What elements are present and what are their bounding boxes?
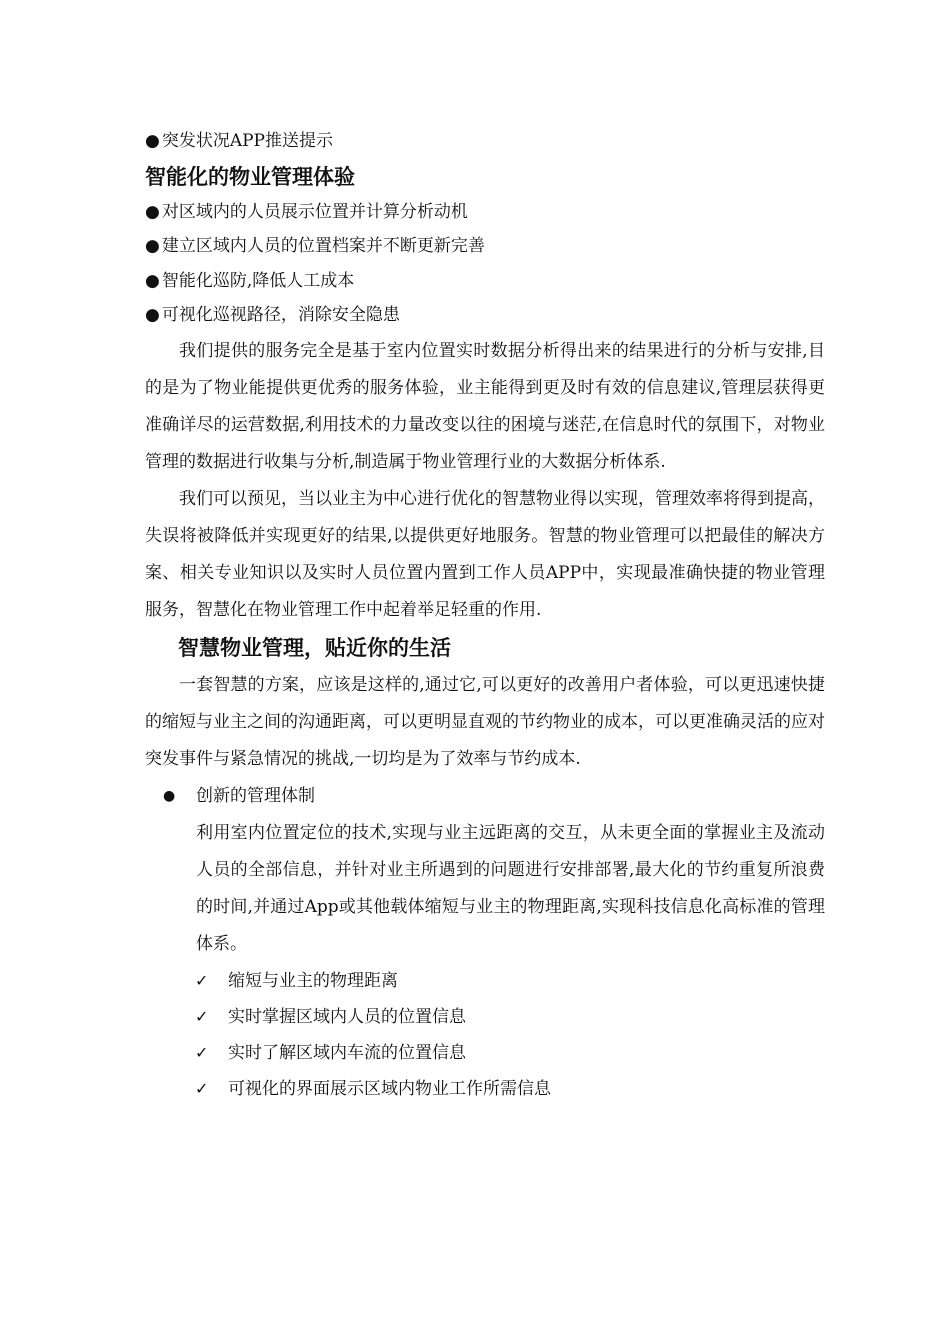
bullet-text: 突发状况APP推送提示 bbox=[161, 131, 333, 151]
check-item-text: 可视化的界面展示区域内物业工作所需信息 bbox=[228, 1078, 551, 1099]
bullet-icon: ● bbox=[145, 305, 160, 325]
bullet-icon: ● bbox=[145, 236, 160, 256]
check-item-text: 缩短与业主的物理距离 bbox=[228, 970, 398, 991]
section-heading-smart-experience: 智能化的物业管理体验 bbox=[145, 164, 355, 189]
bullet-icon: ● bbox=[145, 131, 160, 151]
bullet-text: 对区域内的人员展示位置并计算分析动机 bbox=[161, 201, 468, 222]
check-list-item bbox=[145, 999, 825, 1035]
check-list-item bbox=[145, 1071, 825, 1107]
body-paragraph: 我们可以预见，当以业主为中心进行优化的智慧物业得以实现，管理效率将得到提高，失误将被降低并实现更好的结果,以提供更好地服务。智慧的物业管理可以把最佳的解决方案、相关专业知识以及实时人员位置内置到工作人员APP中，实现最准确快捷的物业管理服务，智慧化在物业管理工作中起着举足轻重的作用. bbox=[145, 488, 825, 620]
check-item-text: 实时了解区域内车流的位置信息 bbox=[228, 1042, 466, 1063]
check-item-text: 实时掌握区域内人员的位置信息 bbox=[228, 1006, 466, 1027]
list-item-body: 利用室内位置定位的技术,实现与业主远距离的交互，从未更全面的掌握业主及流动人员的全部信息，并针对业主所遇到的问题进行安排部署,最大化的节约重复所浪费的时间,并通过App或其他载体缩短与业主的物理距离,实现科技信息化高标准的管理体系。 bbox=[196, 822, 825, 954]
bullet-line bbox=[145, 124, 825, 159]
bullet-line bbox=[145, 229, 825, 264]
bullet-line bbox=[145, 298, 825, 333]
checkmark-icon: ✓ bbox=[195, 1042, 209, 1062]
list-item-title: 创新的管理体制 bbox=[196, 785, 315, 806]
bullet-line bbox=[145, 264, 825, 299]
bullet-icon: ● bbox=[163, 787, 176, 804]
document-page bbox=[145, 124, 825, 1107]
checkmark-icon: ✓ bbox=[195, 970, 209, 990]
check-list-item bbox=[145, 1035, 825, 1071]
checkmark-icon: ✓ bbox=[195, 1078, 209, 1098]
bullet-icon: ● bbox=[145, 270, 160, 291]
body-paragraph: 我们提供的服务完全是基于室内位置实时数据分析得出来的结果进行的分析与安排,目的是为了物业能提供更优秀的服务体验，业主能得到更及时有效的信息建议,管理层获得更准确详尽的运营数据,利用技术的力量改变以往的困境与迷茫,在信息时代的氛围下，对物业管理的数据进行收集与分析,制造属于物业管理行业的大数据分析体系. bbox=[145, 340, 825, 472]
body-paragraph: 一套智慧的方案，应该是这样的,通过它,可以更好的改善用户者体验，可以更迅速快捷的缩短与业主之间的沟通距离，可以更明显直观的节约物业的成本，可以更准确灵活的应对突发事件与紧急情况的挑战,一切均是为了效率与节约成本. bbox=[145, 674, 825, 769]
checkmark-icon: ✓ bbox=[195, 1006, 209, 1026]
bullet-text: 建立区域内人员的位置档案并不断更新完善 bbox=[161, 236, 485, 256]
bullet-icon: ● bbox=[145, 201, 160, 222]
bullet-text: 可视化巡视路径，消除安全隐患 bbox=[161, 305, 400, 325]
section-heading-smart-property: 智慧物业管理，贴近你的生活 bbox=[178, 635, 451, 660]
bullet-text: 智能化巡防,降低人工成本 bbox=[161, 270, 355, 291]
check-list-item bbox=[145, 963, 825, 999]
feature-list bbox=[145, 778, 825, 1107]
bullet-line bbox=[145, 195, 825, 230]
list-item bbox=[145, 778, 825, 815]
